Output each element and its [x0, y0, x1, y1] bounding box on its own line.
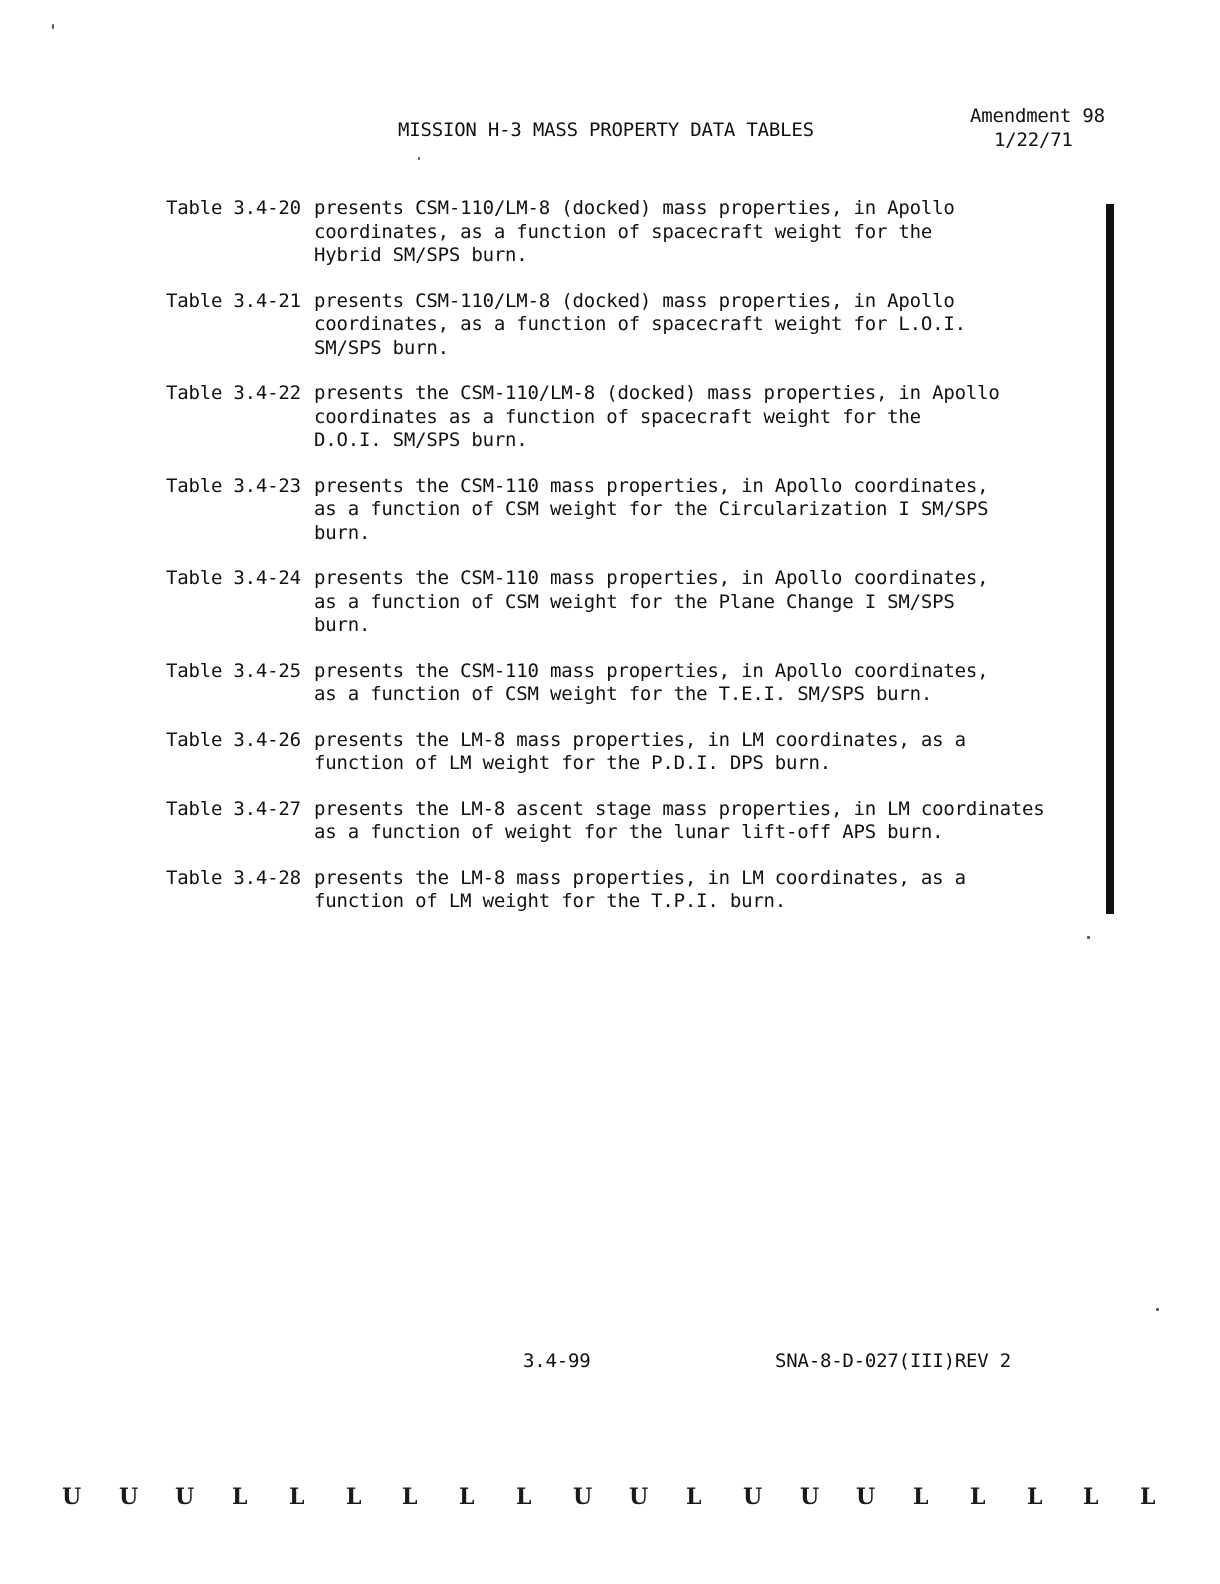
table-entry — [166, 475, 1086, 546]
microfilm-mark: U — [119, 1484, 139, 1510]
table-entry-line: presents the CSM-110 mass properties, in Apollo coordinates, — [314, 567, 989, 589]
microfilm-mark: U — [856, 1484, 876, 1510]
table-entry-line: burn. — [314, 521, 371, 544]
table-entry-line: presents the CSM-110 mass properties, in Apollo coordinates, — [314, 474, 989, 497]
microfilm-mark: U — [175, 1484, 195, 1510]
scan-speck — [1087, 936, 1090, 939]
table-entry-label: Table 3.4-22 — [166, 382, 301, 404]
microfilm-mark: L — [232, 1484, 248, 1510]
table-entry-line: presents the LM-8 mass properties, in LM coordinates, as a — [314, 866, 966, 889]
table-entry-line: Hybrid SM/SPS burn. — [314, 244, 528, 266]
page-title: MISSION H-3 MASS PROPERTY DATA TABLES — [398, 119, 814, 141]
table-entry-line: function of LM weight for the T.P.I. burn. — [314, 890, 787, 912]
table-entry-line: as a function of CSM weight for the T.E.I. SM/SPS burn. — [314, 683, 933, 705]
table-entry-line: as a function of CSM weight for the Circularization I SM/SPS — [314, 498, 989, 520]
amendment-block — [970, 104, 1115, 152]
table-entry-description — [314, 382, 1086, 453]
table-entry-description — [314, 729, 1086, 776]
microfilm-mark: L — [346, 1484, 362, 1510]
table-entry-label: Table 3.4-23 — [166, 474, 301, 497]
table-entry-description — [314, 567, 1086, 638]
table-entry — [166, 660, 1086, 707]
table-entry-line: as a function of CSM weight for the Plane Change I SM/SPS — [314, 590, 955, 613]
table-entry-line: function of LM weight for the P.D.I. DPS burn. — [314, 752, 831, 774]
table-entry-label: Table 3.4-21 — [166, 289, 301, 312]
microfilm-mark: L — [1027, 1484, 1043, 1510]
microfilm-mark: L — [686, 1484, 702, 1510]
microfilm-mark: L — [402, 1484, 418, 1510]
table-entry-line: burn. — [314, 614, 371, 636]
table-entry-line: SM/SPS burn. — [314, 336, 449, 359]
amendment-date: 1/22/71 — [994, 129, 1073, 151]
microfilm-mark: U — [800, 1484, 820, 1510]
table-entry — [166, 798, 1086, 845]
table-entry-line: coordinates, as a function of spacecraft weight for the — [314, 220, 933, 243]
table-entry — [166, 567, 1086, 638]
table-entry-line: presents CSM-110/LM-8 (docked) mass properties, in Apollo — [314, 197, 955, 219]
table-entry — [166, 382, 1086, 453]
scan-speck — [418, 157, 420, 160]
table-entry — [166, 197, 1086, 268]
table-entry — [166, 290, 1086, 361]
microfilm-mark: L — [970, 1484, 986, 1510]
table-entry-description — [314, 660, 1086, 707]
table-entry-description — [314, 290, 1086, 361]
table-entry-line: presents the CSM-110/LM-8 (docked) mass properties, in Apollo — [314, 382, 1000, 404]
table-entry — [166, 729, 1086, 776]
table-entry-description — [314, 867, 1086, 914]
microfilm-mark: L — [913, 1484, 929, 1510]
microfilm-mark: U — [62, 1484, 82, 1510]
revision-change-bar — [1106, 204, 1114, 914]
table-entry-line: presents CSM-110/LM-8 (docked) mass properties, in Apollo — [314, 289, 955, 312]
table-entry-line: presents the CSM-110 mass properties, in Apollo coordinates, — [314, 659, 989, 682]
table-entry-label: Table 3.4-28 — [166, 866, 301, 889]
table-entry-label: Table 3.4-25 — [166, 659, 301, 682]
document-id: SNA-8-D-027(III)REV 2 — [775, 1350, 1012, 1372]
microfilm-mark: U — [743, 1484, 763, 1510]
microfilm-mark: U — [573, 1484, 593, 1510]
table-entry-label: Table 3.4-20 — [166, 197, 301, 219]
table-entry-description — [314, 798, 1086, 845]
microfilm-mark: L — [459, 1484, 475, 1510]
table-entry-label: Table 3.4-24 — [166, 567, 301, 589]
table-description-list — [166, 197, 1086, 914]
table-entry-label: Table 3.4-26 — [166, 728, 301, 751]
microfilm-mark: L — [1140, 1484, 1156, 1510]
amendment-label: Amendment 98 — [970, 105, 1105, 127]
table-entry-line: as a function of weight for the lunar lift-off APS burn. — [314, 821, 944, 843]
table-entry-line: presents the LM-8 ascent stage mass properties, in LM coordinates — [314, 797, 1045, 820]
microfilm-mark: L — [1083, 1484, 1099, 1510]
microfilm-mark: L — [289, 1484, 305, 1510]
table-entry-description — [314, 475, 1086, 546]
microfilm-mark: L — [516, 1484, 532, 1510]
microfilm-mark: U — [629, 1484, 649, 1510]
table-entry-line: coordinates as a function of spacecraft weight for the — [314, 405, 921, 428]
table-entry-line: D.O.I. SM/SPS burn. — [314, 429, 528, 451]
table-entry-line: coordinates, as a function of spacecraft weight for L.O.I. — [314, 313, 966, 335]
scan-speck — [1156, 1308, 1159, 1311]
table-entry — [166, 867, 1086, 914]
table-entry-line: presents the LM-8 mass properties, in LM coordinates, as a — [314, 728, 966, 751]
scan-speck — [52, 24, 54, 29]
microfilm-edge-marks — [62, 1484, 1156, 1515]
table-entry-label: Table 3.4-27 — [166, 797, 301, 820]
table-entry-description — [314, 197, 1086, 268]
page-number: 3.4-99 — [523, 1350, 591, 1372]
